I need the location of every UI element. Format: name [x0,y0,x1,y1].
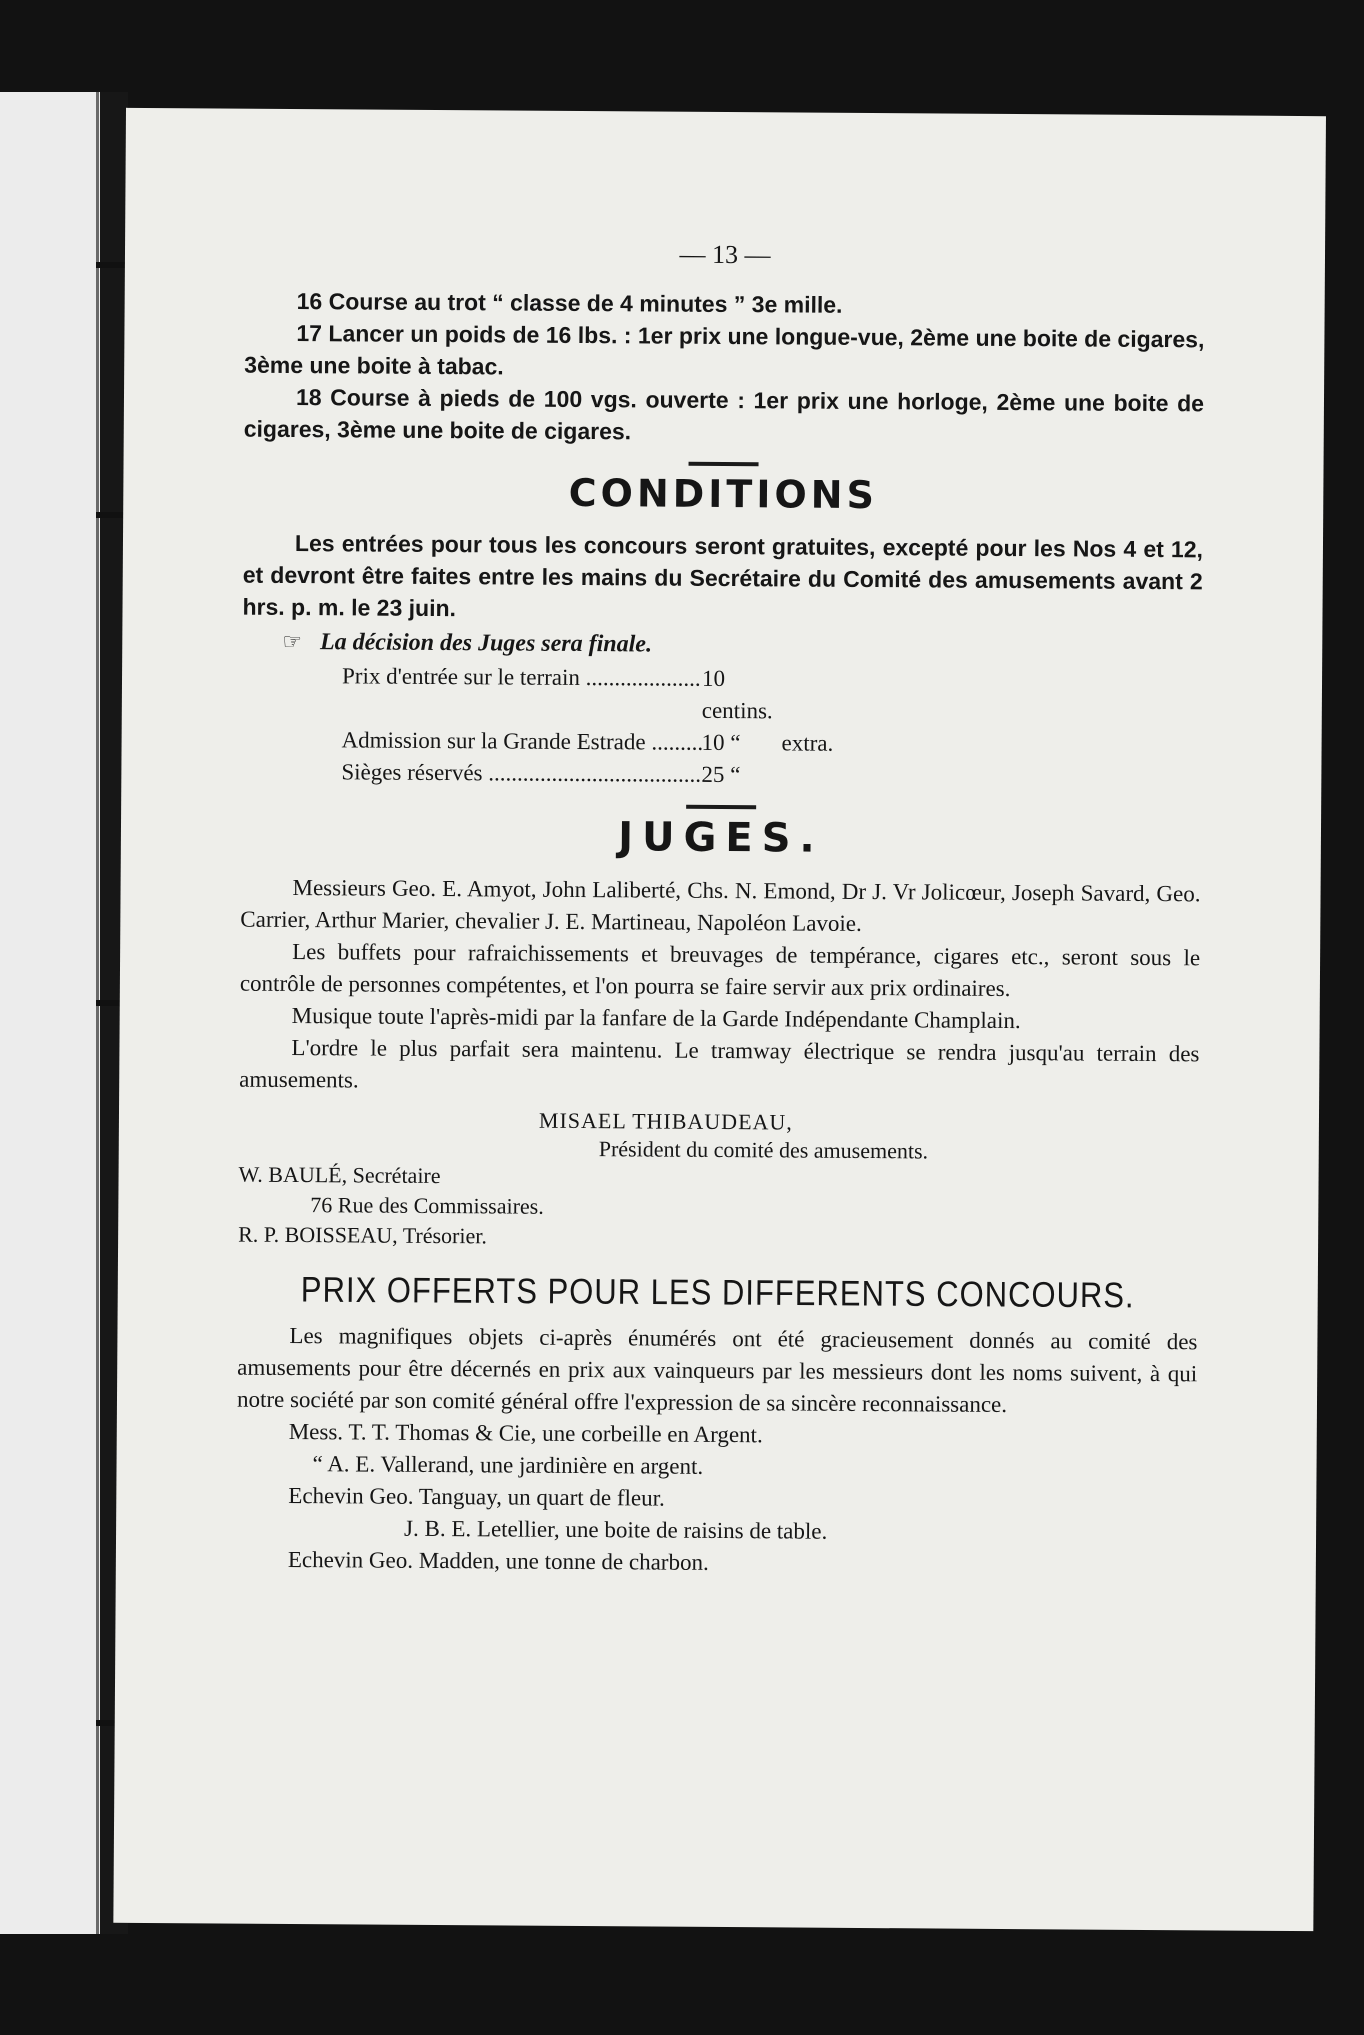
president-title: Président du comité des amusements. [598,1136,929,1164]
juges-list: Messieurs Geo. E. Amyot, John Laliberté, Chs. N. Emond, Dr J. Vr Jolicœur, Joseph Savard, Geo. Carrier, Arthur Marier, chevalier J. E. Martineau, Napoléon Lavoie. [240,874,1201,936]
order-paragraph: L'ordre le plus parfait sera maintenu. Le tramway électrique se rendra jusqu'au terrain des amusements. [239,1034,1200,1093]
donor-line: Echevin Geo. Tanguay, un quart de fleur. [288,1482,665,1511]
donor-line: J. B. E. Letellier, une boite de raisins de table. [404,1515,828,1544]
page-number: — 13 — [679,239,771,270]
event-18: 18 Course à pieds de 100 vgs. ouverte : 1er prix une horloge, 2ème une boite de cigares, 3ème une boite de cigares. [243,384,1205,445]
music-paragraph: Musique toute l'après-midi par la fanfare de la Garde Indépendante Champlain. [291,1002,1021,1034]
fee-label: Prix d'entrée sur le terrain ..... [342,660,702,727]
fee-list [341,660,1202,794]
fee-amount: 10 centins. [701,665,773,724]
secretary: W. BAULÉ, Secrétaire [238,1161,441,1189]
conditions-text: Les entrées pour tous les concours seront gratuites, excepté pour les Nos 4 et 12, et devront être faites entre les mains du Secrétaire du Comité des amusements avant 2 hrs. p. m. le 23 juin. [242,530,1204,622]
fee-amount: 10 “ [701,729,741,756]
event-16: 16 Course au trot “ classe de 4 minutes ” 3e mille. [296,288,843,318]
decision-text: La décision des Juges sera finale. [319,629,653,658]
fee-row [342,660,1202,730]
donor-line: “ A. E. Vallerand, une jardinière en argent. [312,1451,704,1479]
decision-line [282,629,1202,662]
fee-label: Sièges réservés ..... [341,756,701,791]
page-fold-line [96,92,99,1934]
page-content [236,237,1205,1583]
prizes-intro: Les magnifiques objets ci-après énumérés ont été gracieusement donnés au comité des amusements pour être décernés en prix aux vainqueurs par les messieurs dont les noms suivent, à qui notre société par son comité général offre l'expression de sa sincère reconnaissance. [236,1322,1198,1417]
fee-amount: 25 “ [701,761,741,788]
buffets-paragraph: Les buffets pour rafraichissements et breuvages de tempérance, cigares etc., seront sous le contrôle de personnes compétentes, et l'on pourra se faire servir aux prix ordinaires. [239,938,1201,1002]
section-divider [686,805,756,809]
fee-label: Admission sur la Grande Estrade ..... [341,724,701,759]
fee-note [782,663,942,728]
conditions-heading: CONDITIONS [568,470,879,518]
fee-note [781,759,941,792]
donor-line: Mess. T. T. Thomas & Cie, une corbeille en Argent. [288,1418,763,1448]
pointing-hand-icon: ☞ [282,628,303,655]
president-name: MISAEL THIBAUDEAU, [538,1107,793,1135]
donor-line: Echevin Geo. Madden, une tonne de charbon. [287,1546,709,1575]
secretary-address: 76 Rue des Commissaires. [310,1192,544,1219]
section-divider [689,462,759,466]
prizes-heading: PRIX OFFERTS POUR LES DIFFERENTS CONCOURS. [300,1269,1135,1316]
treasurer: R. P. BOISSEAU, Trésorier. [238,1221,488,1249]
fee-row [341,756,1201,794]
fee-note: extra. [781,730,834,756]
event-17: 17 Lancer un poids de 16 lbs. : 1er prix une longue-vue, 2ème une boite de cigares, 3ème une boite à tabac. [244,320,1205,380]
juges-heading: JUGES. [618,814,824,862]
scanned-page [113,108,1326,1931]
